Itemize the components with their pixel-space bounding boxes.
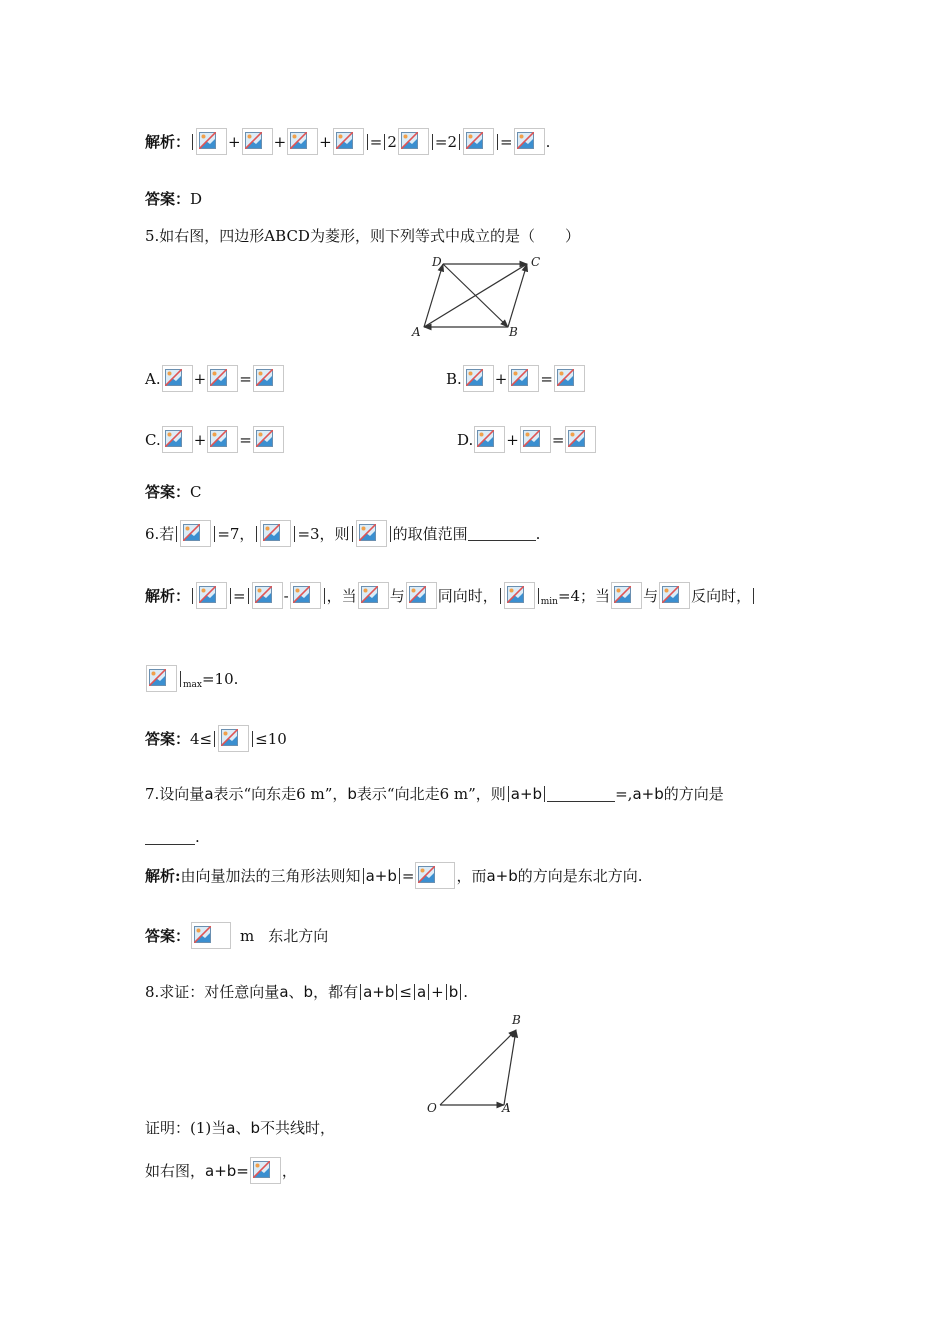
vector-sum: a+b	[363, 983, 395, 1001]
text: 与	[389, 586, 405, 605]
broken-image-icon	[196, 128, 227, 155]
broken-image-icon	[333, 128, 364, 155]
label-jiexi: 解析：	[145, 586, 191, 605]
broken-image-icon	[508, 365, 539, 392]
label-daan: 答案：	[145, 190, 191, 208]
broken-image-icon	[520, 426, 551, 453]
text: 的方向是东北方向.	[517, 866, 643, 885]
text: 与	[643, 586, 659, 605]
answer-7	[145, 922, 328, 949]
text: =2	[434, 132, 457, 151]
vector-b: b	[347, 785, 357, 803]
broken-image-icon	[191, 922, 231, 949]
text: =10.	[201, 669, 239, 688]
vector-sum: a+b=	[205, 1161, 249, 1180]
vector-a: a	[204, 785, 214, 803]
text: =	[239, 369, 252, 388]
label-B: B	[509, 325, 518, 339]
subscript: max	[183, 679, 202, 690]
broken-image-icon	[565, 426, 596, 453]
text: =3，则	[297, 524, 350, 543]
text: 如右图，	[145, 1161, 206, 1180]
broken-image-icon	[415, 862, 455, 889]
answer-blank	[547, 787, 615, 802]
text: +	[319, 132, 332, 151]
text: ，而	[456, 866, 487, 885]
broken-image-icon	[287, 128, 318, 155]
broken-image-icon	[162, 426, 193, 453]
text: =	[551, 430, 565, 449]
label-A: A	[412, 325, 421, 339]
text: 7.设向量	[145, 785, 205, 803]
broken-image-icon	[463, 128, 494, 155]
broken-image-icon	[406, 582, 437, 609]
broken-image-icon	[196, 582, 227, 609]
label-jiexi: 解析:	[145, 866, 181, 885]
solution-6	[145, 582, 756, 612]
broken-image-icon	[514, 128, 545, 155]
text: 由向量加法的三角形法则知	[180, 866, 361, 885]
text: ，都有	[313, 983, 359, 1001]
text: 表示“向北走6 m”，则	[356, 785, 506, 803]
vector-a: a	[279, 983, 289, 1001]
text: =	[500, 132, 513, 151]
label-daan: 答案：	[145, 483, 191, 501]
broken-image-icon	[474, 426, 505, 453]
answer-blank	[145, 830, 195, 845]
broken-image-icon	[463, 365, 494, 392]
vector-sum: a+b	[632, 785, 664, 803]
answer-blank	[468, 526, 536, 541]
broken-image-icon	[659, 582, 690, 609]
vector-b: b	[303, 983, 314, 1001]
broken-image-icon	[356, 520, 387, 547]
option-B	[446, 365, 586, 392]
broken-image-icon	[554, 365, 585, 392]
text: +	[193, 369, 207, 388]
text: 证明：(1)当	[145, 1119, 227, 1137]
text: =	[233, 586, 246, 605]
text: +	[193, 430, 207, 449]
answer-value: C	[190, 483, 202, 501]
proof-line-1	[145, 1117, 335, 1138]
vector-b: b	[250, 1119, 260, 1137]
text: .	[545, 132, 551, 151]
text: +	[273, 132, 287, 151]
label-B: B	[512, 1013, 521, 1027]
rhombus-figure	[405, 250, 555, 340]
proof-line-2	[145, 1157, 297, 1184]
text: 不共线时，	[260, 1119, 336, 1137]
vector-sum: a+b	[486, 866, 518, 885]
solution-6-cont	[145, 665, 238, 695]
vector-b: b	[448, 983, 459, 1001]
text: 的取值范围	[392, 524, 468, 543]
triangle-figure	[420, 1008, 530, 1118]
question-5	[145, 225, 580, 246]
question-6	[145, 520, 540, 547]
broken-image-icon	[504, 582, 535, 609]
label-daan: 答案：	[145, 729, 191, 748]
option-label: B.	[446, 369, 462, 388]
text: =	[369, 132, 383, 151]
text: ，	[281, 1161, 297, 1180]
option-label: C.	[145, 430, 161, 449]
text: 东北方向	[268, 926, 329, 945]
text: ≤10	[255, 729, 287, 748]
text: =4；当	[557, 586, 611, 605]
question-stem: 5.如右图，四边形ABCD为菱形，则下列等式中成立的是（ ）	[145, 227, 580, 245]
text: ，当	[326, 586, 357, 605]
text: 、	[235, 1119, 251, 1137]
text: =	[401, 866, 415, 885]
label-D: D	[432, 255, 442, 269]
text: 、	[288, 983, 304, 1001]
broken-image-icon	[180, 520, 211, 547]
vector-a: a	[226, 1119, 236, 1137]
label-A: A	[502, 1101, 511, 1115]
subscript: min	[540, 596, 558, 607]
text: =	[239, 430, 252, 449]
broken-image-icon	[242, 128, 273, 155]
question-7	[145, 783, 724, 804]
text: 2	[387, 132, 397, 151]
broken-image-icon	[207, 426, 238, 453]
broken-image-icon	[162, 365, 193, 392]
question-8	[145, 981, 468, 1002]
broken-image-icon	[250, 1157, 281, 1184]
broken-image-icon	[253, 426, 284, 453]
solution-4	[145, 128, 550, 155]
broken-image-icon	[252, 582, 283, 609]
broken-image-icon	[218, 725, 249, 752]
text: .	[195, 828, 200, 846]
broken-image-icon	[290, 582, 321, 609]
text: +	[494, 369, 508, 388]
text: =7，	[217, 524, 255, 543]
label-C: C	[531, 255, 541, 269]
text: 6.若	[145, 524, 175, 543]
text: 8.求证：对任意向量	[145, 983, 280, 1001]
solution-7	[145, 862, 643, 889]
broken-image-icon	[207, 365, 238, 392]
text: .	[535, 524, 541, 543]
text: =	[540, 369, 553, 388]
answer-5	[145, 481, 202, 502]
option-label: A.	[145, 369, 161, 388]
vector-sum: a+b	[510, 785, 543, 803]
text: +	[431, 983, 444, 1001]
text: .	[463, 983, 469, 1001]
broken-image-icon	[398, 128, 429, 155]
text: 同向时，	[437, 586, 498, 605]
text: +	[228, 132, 241, 151]
vector-sum: a+b	[365, 866, 397, 885]
text: 反向时，	[691, 586, 752, 605]
option-label: D.	[457, 430, 474, 449]
label-O: O	[427, 1101, 437, 1115]
option-C	[145, 426, 285, 453]
answer-value: D	[190, 190, 203, 208]
broken-image-icon	[253, 365, 284, 392]
broken-image-icon	[611, 582, 642, 609]
question-7-cont	[145, 826, 200, 847]
option-A	[145, 365, 285, 392]
text: 4≤	[190, 729, 213, 748]
answer-4	[145, 188, 202, 209]
text: -	[283, 586, 289, 605]
text: ≤	[399, 983, 412, 1001]
answer-6	[145, 725, 287, 752]
text: 的方向是	[663, 785, 724, 803]
option-D	[457, 426, 597, 453]
text: 表示“向东走6 m”，	[213, 785, 348, 803]
text: =,	[615, 785, 633, 803]
broken-image-icon	[260, 520, 291, 547]
label-jiexi: 解析：	[145, 132, 191, 151]
text: +	[506, 430, 519, 449]
vector-a: a	[416, 983, 427, 1001]
label-daan: 答案：	[145, 926, 191, 945]
broken-image-icon	[358, 582, 389, 609]
text: m	[240, 926, 255, 945]
broken-image-icon	[146, 665, 177, 692]
